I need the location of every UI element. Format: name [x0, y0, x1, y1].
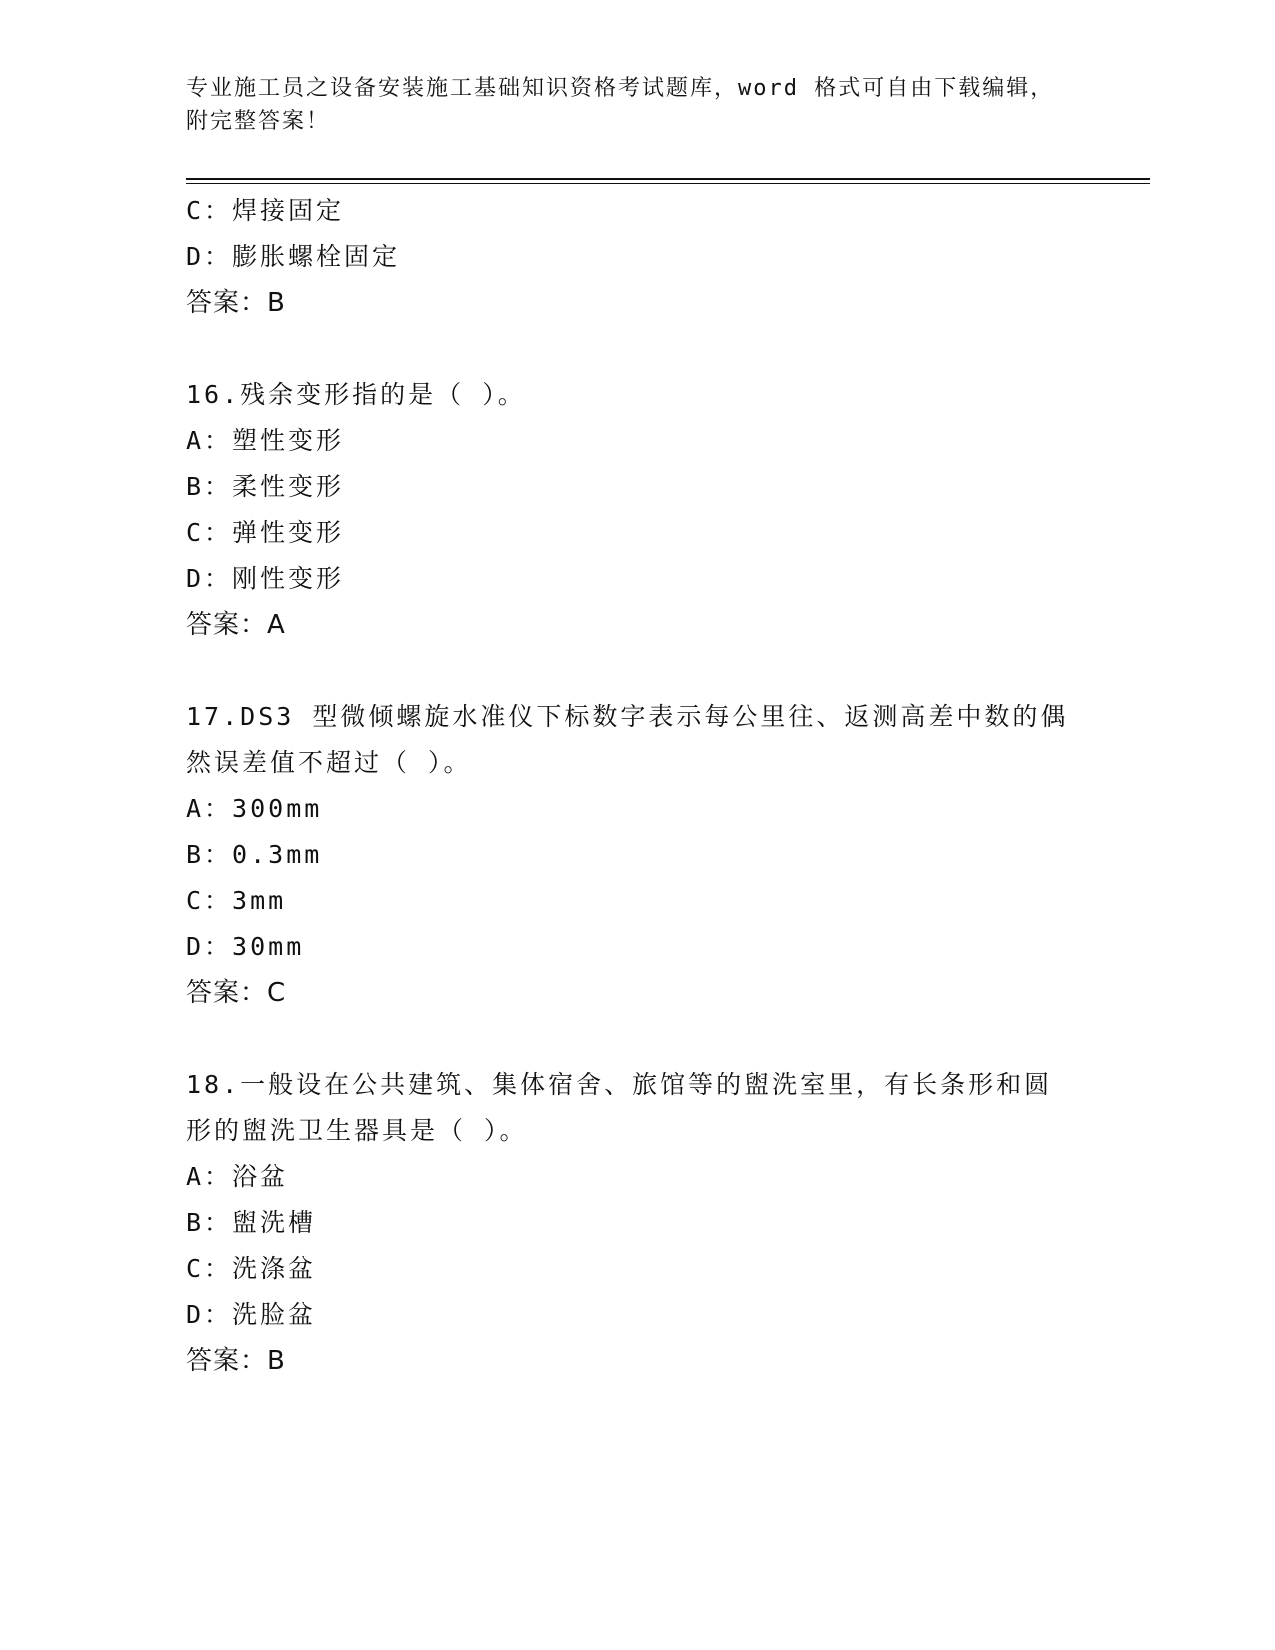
header-text-line-2: 附完整答案！ — [186, 109, 331, 134]
option-c: C：焊接固定 — [186, 196, 345, 225]
option-d: D：刚性变形 — [186, 564, 345, 593]
page-header — [186, 72, 1066, 138]
spacer — [186, 648, 1086, 694]
option-a: A：300mm — [186, 794, 323, 823]
option-b: B：盥洗槽 — [186, 1208, 317, 1237]
option-c: C：弹性变形 — [186, 518, 345, 547]
answer-line: 答案：C — [186, 978, 287, 1008]
option-a: A：塑性变形 — [186, 426, 345, 455]
question-text: 18.一般设在公共建筑、集体宿舍、旅馆等的盥洗室里，有长条形和圆 — [186, 1070, 1053, 1099]
option-a: A：浴盆 — [186, 1162, 289, 1191]
question-17 — [186, 694, 1086, 1016]
answer-line: 答案：A — [186, 610, 286, 640]
option-c: C：洗涤盆 — [186, 1254, 317, 1283]
prev-question-tail — [186, 188, 1086, 326]
option-b: B：柔性变形 — [186, 472, 345, 501]
spacer — [186, 1016, 1086, 1062]
spacer — [186, 326, 1086, 372]
option-b: B：0.3mm — [186, 840, 323, 869]
question-text: 16.残余变形指的是（ ）。 — [186, 380, 526, 409]
question-18 — [186, 1062, 1086, 1384]
option-d: D：洗脸盆 — [186, 1300, 317, 1329]
question-text-continued: 然误差值不超过（ ）。 — [186, 748, 472, 777]
header-divider-thick — [186, 178, 1150, 180]
answer-line: 答案：B — [186, 1346, 286, 1376]
option-c: C：3mm — [186, 886, 287, 915]
question-text: 17.DS3 型微倾螺旋水准仪下标数字表示每公里往、返测高差中数的偶 — [186, 702, 1069, 731]
question-16 — [186, 372, 1086, 648]
answer-line: 答案：B — [186, 288, 286, 318]
header-text-line-1: 专业施工员之设备安装施工基础知识资格考试题库，word 格式可自由下载编辑， — [186, 76, 1055, 101]
question-text-continued: 形的盥洗卫生器具是（ ）。 — [186, 1116, 528, 1145]
option-d: D：30mm — [186, 932, 305, 961]
option-d: D：膨胀螺栓固定 — [186, 242, 401, 271]
header-divider-thin — [186, 183, 1150, 184]
question-list — [186, 188, 1086, 1384]
